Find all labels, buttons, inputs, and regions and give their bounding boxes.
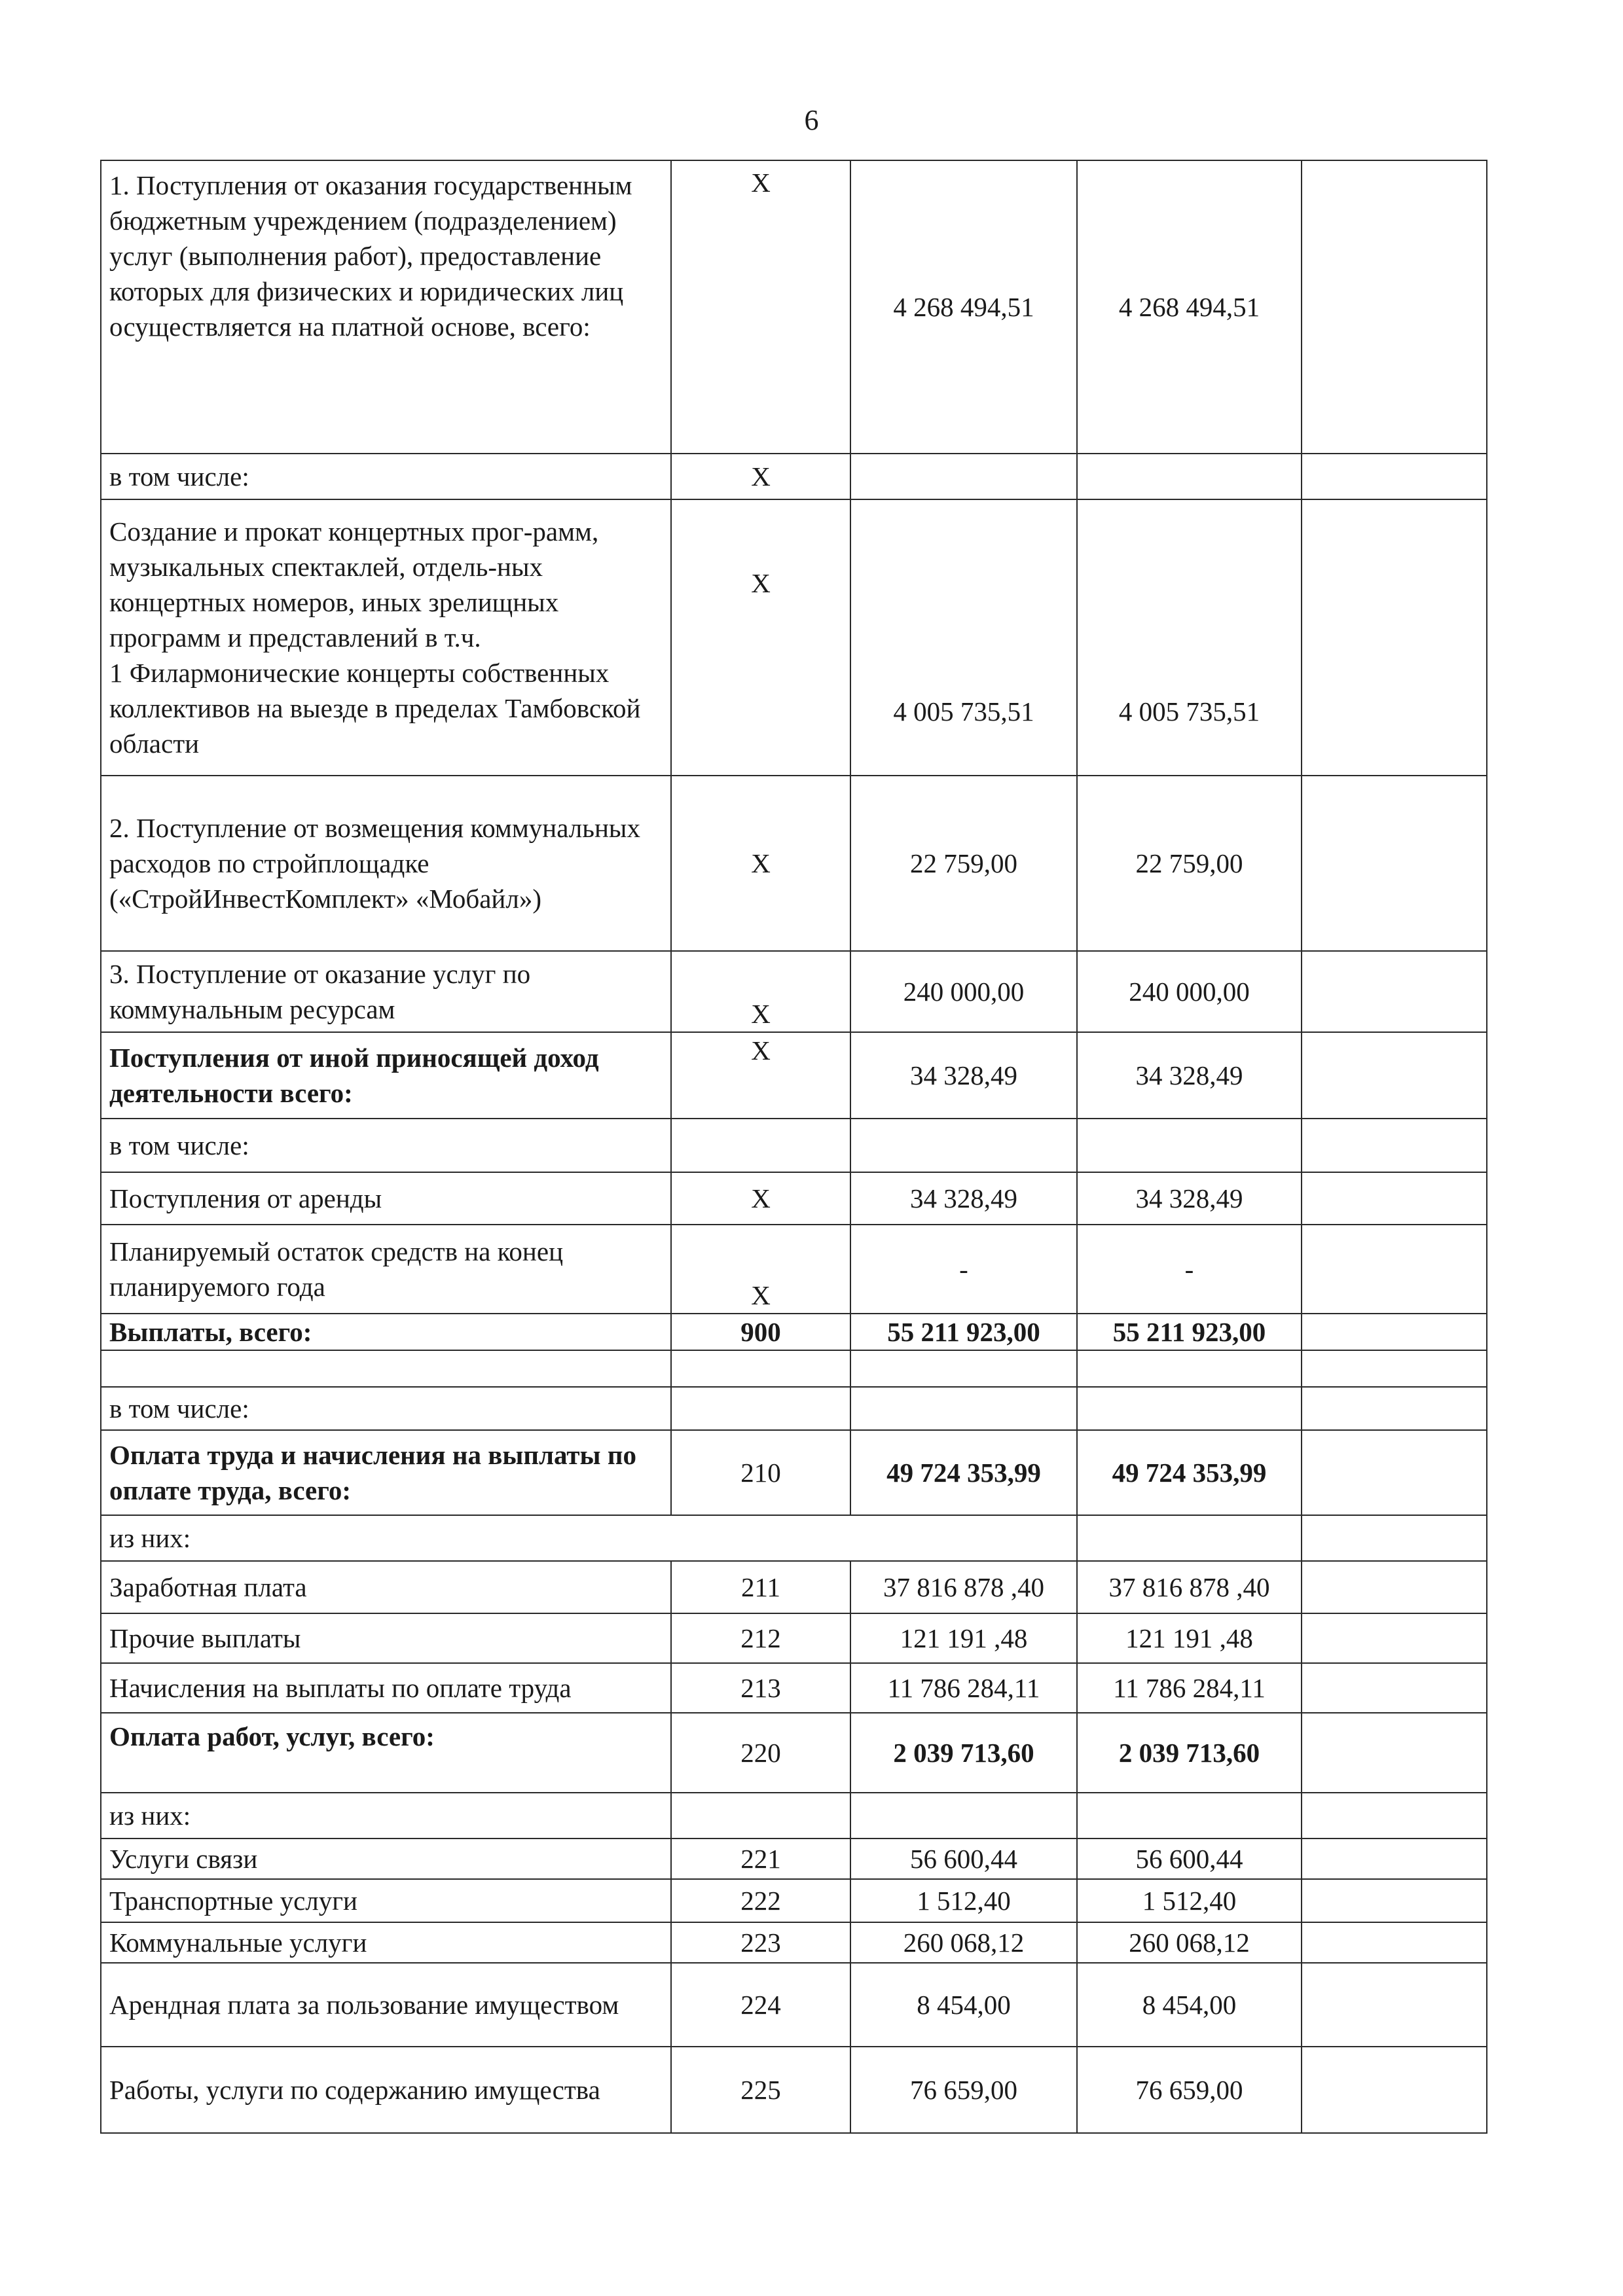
table-row [101, 776, 1487, 951]
table-row [101, 1314, 1487, 1350]
row-name [101, 499, 671, 776]
row-code: X [671, 1225, 850, 1314]
table-row [101, 1119, 1487, 1172]
row-code: 213 [671, 1663, 850, 1713]
row-value-1: 121 191 ,48 [850, 1613, 1077, 1663]
row-value-2: 2 039 713,60 [1077, 1713, 1302, 1793]
row-value-2: 76 659,00 [1077, 2047, 1302, 2133]
row-extra [1302, 1613, 1487, 1663]
row-code: X [671, 1032, 850, 1119]
row-name: Выплаты, всего: [101, 1314, 671, 1350]
row-value-1: 4 268 494,51 [850, 160, 1077, 454]
row-value-2: 11 786 284,11 [1077, 1663, 1302, 1713]
row-code: 222 [671, 1879, 850, 1922]
table-row [101, 951, 1487, 1032]
row-value-1: 34 328,49 [850, 1172, 1077, 1225]
row-name: Транспортные услуги [101, 1879, 671, 1922]
row-name: в том числе: [101, 454, 671, 499]
row-name: в том числе: [101, 1387, 671, 1430]
row-code [671, 1793, 850, 1839]
row-value-2: 4 268 494,51 [1077, 160, 1302, 454]
row-extra [1302, 1713, 1487, 1793]
row-value-1: 76 659,00 [850, 2047, 1077, 2133]
row-code: 224 [671, 1963, 850, 2047]
row-value-1: 8 454,00 [850, 1963, 1077, 2047]
row-extra [1302, 160, 1487, 454]
row-value-1: 55 211 923,00 [850, 1314, 1077, 1350]
row-name: Арендная плата за пользование имуществом [101, 1963, 671, 2047]
row-value-1: 34 328,49 [850, 1032, 1077, 1119]
page-number: 6 [804, 104, 819, 136]
table-row [101, 1430, 1487, 1515]
row-extra [1302, 1314, 1487, 1350]
row-code: X [671, 454, 850, 499]
row-value-2: 22 759,00 [1077, 776, 1302, 951]
table-row [101, 1963, 1487, 2047]
row-name-sub: 1 Филармонические концерты собственных коллективов на выезде в пределах Тамбовской области [109, 658, 641, 759]
row-value-2 [1077, 1387, 1302, 1430]
row-name: из них: [101, 1515, 1077, 1561]
row-code: X [671, 160, 850, 454]
row-extra [1302, 1515, 1487, 1561]
row-name: Поступления от аренды [101, 1172, 671, 1225]
row-value-1: 240 000,00 [850, 951, 1077, 1032]
budget-table [100, 160, 1487, 2134]
row-code [671, 1350, 850, 1387]
row-value-1: 37 816 878 ,40 [850, 1561, 1077, 1613]
table-row [101, 1387, 1487, 1430]
row-value-2: 49 724 353,99 [1077, 1430, 1302, 1515]
row-name: Начисления на выплаты по оплате труда [101, 1663, 671, 1713]
table-row [101, 1172, 1487, 1225]
row-value-2 [1077, 1793, 1302, 1839]
row-code: 225 [671, 2047, 850, 2133]
row-value-2: 1 512,40 [1077, 1879, 1302, 1922]
row-code [671, 1119, 850, 1172]
row-value-1: 260 068,12 [850, 1922, 1077, 1963]
row-code: X [671, 776, 850, 951]
row-extra [1302, 499, 1487, 776]
row-code: 900 [671, 1314, 850, 1350]
row-extra [1302, 1963, 1487, 2047]
table-row [101, 1922, 1487, 1963]
row-name: Коммунальные услуги [101, 1922, 671, 1963]
row-value-1: 49 724 353,99 [850, 1430, 1077, 1515]
row-name: Поступления от иной приносящей доход деятельности всего: [101, 1032, 671, 1119]
table-row [101, 1839, 1487, 1879]
row-value-2 [1077, 1350, 1302, 1387]
row-code: 223 [671, 1922, 850, 1963]
row-value-1: 22 759,00 [850, 776, 1077, 951]
row-extra [1302, 776, 1487, 951]
row-value-1: 1 512,40 [850, 1879, 1077, 1922]
row-value-1 [850, 1350, 1077, 1387]
table-row [101, 1713, 1487, 1793]
row-extra [1302, 1793, 1487, 1839]
row-code: 212 [671, 1613, 850, 1663]
row-extra [1302, 1879, 1487, 1922]
row-value-1: - [850, 1225, 1077, 1314]
row-name [101, 1350, 671, 1387]
row-extra [1302, 1663, 1487, 1713]
row-value-1 [850, 1119, 1077, 1172]
row-code: X [671, 951, 850, 1032]
row-extra [1302, 1350, 1487, 1387]
row-extra [1302, 1839, 1487, 1879]
row-extra [1302, 1387, 1487, 1430]
row-value-2: 8 454,00 [1077, 1963, 1302, 2047]
row-value-2: 34 328,49 [1077, 1172, 1302, 1225]
row-code: 211 [671, 1561, 850, 1613]
row-value-1 [850, 1387, 1077, 1430]
row-value-2: 37 816 878 ,40 [1077, 1561, 1302, 1613]
row-value-2 [1077, 1515, 1302, 1561]
row-name: Оплата работ, услуг, всего: [101, 1713, 671, 1793]
row-value-2: - [1077, 1225, 1302, 1314]
row-value-2: 240 000,00 [1077, 951, 1302, 1032]
row-value-1 [850, 1793, 1077, 1839]
row-value-2: 121 191 ,48 [1077, 1613, 1302, 1663]
table-row [101, 2047, 1487, 2133]
row-code: 221 [671, 1839, 850, 1879]
table-row [101, 160, 1487, 454]
row-value-2 [1077, 1119, 1302, 1172]
row-name: в том числе: [101, 1119, 671, 1172]
row-value-1: 11 786 284,11 [850, 1663, 1077, 1713]
row-extra [1302, 2047, 1487, 2133]
row-value-2: 34 328,49 [1077, 1032, 1302, 1119]
table-row [101, 1032, 1487, 1119]
row-name: 3. Поступление от оказание услуг по коммунальным ресурсам [101, 951, 671, 1032]
table-row [101, 1879, 1487, 1922]
row-value-2: 260 068,12 [1077, 1922, 1302, 1963]
row-value-2: 55 211 923,00 [1077, 1314, 1302, 1350]
row-name: из них: [101, 1793, 671, 1839]
row-extra [1302, 1225, 1487, 1314]
table-row [101, 1613, 1487, 1663]
row-code: X [671, 499, 850, 776]
table-row [101, 1225, 1487, 1314]
row-value-1: 56 600,44 [850, 1839, 1077, 1879]
table-row [101, 454, 1487, 499]
row-value-1: 2 039 713,60 [850, 1713, 1077, 1793]
row-value-2: 56 600,44 [1077, 1839, 1302, 1879]
row-name: Прочие выплаты [101, 1613, 671, 1663]
row-extra [1302, 1172, 1487, 1225]
table-row [101, 1663, 1487, 1713]
row-name: Заработная плата [101, 1561, 671, 1613]
row-extra [1302, 1922, 1487, 1963]
row-name: Услуги связи [101, 1839, 671, 1879]
row-name: Оплата труда и начисления на выплаты по оплате труда, всего: [101, 1430, 671, 1515]
row-code: 210 [671, 1430, 850, 1515]
row-extra [1302, 1561, 1487, 1613]
row-code [671, 1387, 850, 1430]
row-name: Планируемый остаток средств на конец планируемого года [101, 1225, 671, 1314]
table-row [101, 1793, 1487, 1839]
table-row [101, 1515, 1487, 1561]
table-row [101, 1350, 1487, 1387]
row-extra [1302, 951, 1487, 1032]
row-name: 1. Поступления от оказания государственным бюджетным учреждением (подразделением) услуг (выполнения работ), предоставление которых для физических и юридических лиц осуществляется на платной основе, всего: [101, 160, 671, 454]
row-extra [1302, 1430, 1487, 1515]
row-code: 220 [671, 1713, 850, 1793]
row-value-2 [1077, 454, 1302, 499]
row-code: X [671, 1172, 850, 1225]
row-value-1: 4 005 735,51 [850, 499, 1077, 776]
row-extra [1302, 454, 1487, 499]
row-value-1 [850, 454, 1077, 499]
row-extra [1302, 1032, 1487, 1119]
row-value-2: 4 005 735,51 [1077, 499, 1302, 776]
row-name-main: Создание и прокат концертных прог-рамм, музыкальных спектаклей, отдель-ных концертных номеров, иных зрелищных программ и представлений в т.ч. [109, 516, 599, 653]
row-extra [1302, 1119, 1487, 1172]
table-row [101, 1561, 1487, 1613]
row-name: 2. Поступление от возмещения коммунальных расходов по стройплощадке («СтройИнвестКомплект» «Мобайл») [101, 776, 671, 951]
row-name: Работы, услуги по содержанию имущества [101, 2047, 671, 2133]
table-row [101, 499, 1487, 776]
